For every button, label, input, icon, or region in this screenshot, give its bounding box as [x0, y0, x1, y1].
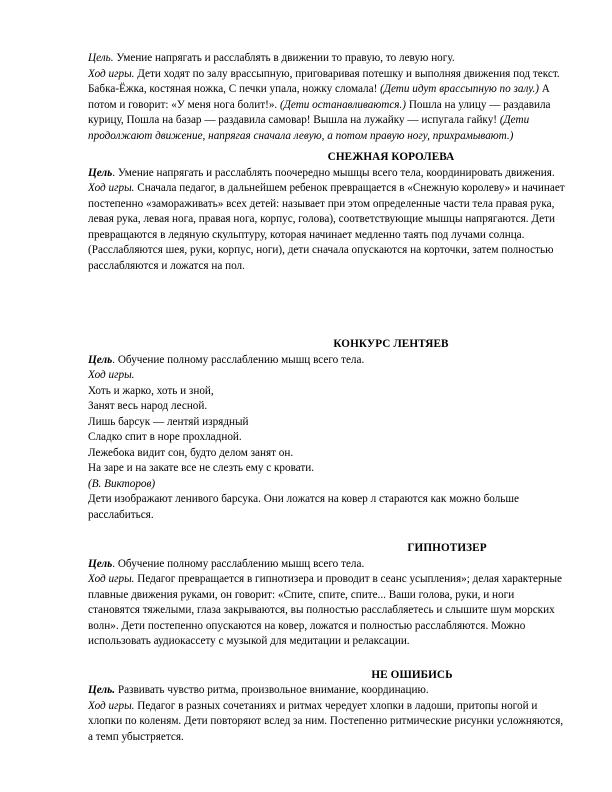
goal-paragraph: [88, 683, 566, 699]
game-note-2: (Дети останавливаются.): [280, 98, 407, 111]
game-label: Ход игры.: [88, 699, 135, 712]
game-note-1: (Дети идут врассыпную по залу.): [380, 83, 539, 95]
game-note-3: (Дети продолжают движение, напрягая сначала левую, а потом правую ногу, прихрамывают.): [88, 114, 530, 142]
goal-label: Цель: [88, 166, 113, 179]
game-text-2: А потом и говорит: «У меня нога болит!».: [88, 83, 550, 111]
poem-line: Лежебока видит сон, будто делом занят он.: [88, 446, 294, 459]
game-label: Ход игры.: [88, 573, 135, 585]
game-text: Педагог в разных сочетаниях и ритмах чередует хлопки в ладоши, притопы ногой и хлопки по коленям. Дети повторяют вслед за ним. Постепенно ритмические рисунки усложняются, а темп убыстряется.: [88, 699, 564, 743]
poem-line: Сладко спит в норе прохладной.: [88, 431, 242, 443]
goal-text: . Умение напрягать и расслаблять поочередно мышцы всего тела, координировать движения.: [112, 166, 555, 179]
poem: [88, 384, 566, 477]
section-hypnotist: [88, 541, 566, 650]
section-title: СНЕЖНАЯ КОРОЛЕВА: [327, 151, 455, 163]
goal-text: . Обучение полному расслаблению мышц всего тела.: [112, 353, 365, 366]
goal-text: Развивать чувство ритма, произвольное внимание, координацию.: [115, 684, 429, 696]
goal-text: Умение напрягать и расслаблять в движении то правую, то левую ногу.: [113, 52, 455, 64]
game-label: Ход игры.: [88, 67, 135, 80]
poem-line: Лишь барсук — лентяй изрядный: [88, 415, 249, 428]
section-title: НЕ ОШИБИСЬ: [371, 668, 453, 681]
poem-author: (В. Викторов): [88, 477, 156, 490]
poem-line: Занят весь народ лесной.: [88, 400, 208, 412]
section-title: КОНКУРС ЛЕНТЯЕВ: [333, 338, 449, 350]
section-lazy-contest: [88, 337, 566, 523]
game-text: Педагог превращается в гипнотизера и проводит в сеанс усыпления»; делая характерные плавные движения руками, он говорит: «Спите, спите, спите... Ваши голова, руки, и ноги становятся тяжелыми, глаза закрываются, вы полностью расслабляетесь и слышите шум морских волн». Дети постепенно опускаются на ковер, ложатся и полностью расслабляются. Можно использовать аудиокассету с музыкой для медитации и релаксации.: [88, 573, 563, 647]
goal-text: . Обучение полному расслаблению мышц всего тела.: [112, 557, 365, 570]
goal-paragraph: [88, 353, 566, 369]
game-paragraph: [88, 181, 566, 274]
goal-label: Цель.: [88, 684, 116, 696]
game-label: Ход игры.: [88, 369, 135, 381]
game-text: Сначала педагог, в дальнейшем ребенок превращается в «Снежную королеву» и начинает постепенно «замораживать» всех детей: называет при этом определенные части тела правая рука, левая рука, левая нога, правая нога, корпус, голова), соответствующие мышцы напрягаются. Дети превращаются в ледяную скульптуру, которая начинает медленно таять под лучами солнца. (Расслабляются шея, руки, корпус, ноги), дети сначала опускаются на корточки, затем полностью расслабляются и ложатся на пол.: [88, 182, 565, 272]
goal-label: Цель: [88, 557, 113, 570]
section-snow-queen: [88, 150, 566, 274]
goal-paragraph: [88, 51, 566, 67]
game-text-1: Дети ходят по залу врассыпную, приговаривая потешку и выполняя движения под текст. Бабка-Ёжка, костяная ножка, С печки упала, ножку сломала!: [88, 67, 560, 95]
game-paragraph: [88, 699, 566, 746]
section-intro: [88, 51, 566, 144]
goal-paragraph: [88, 166, 566, 182]
poem-line: Хоть и жарко, хоть и зной,: [88, 384, 214, 397]
poem-line: На заре и на закате все не слезть ему с кровати.: [88, 462, 315, 474]
section-no-mistake: [88, 668, 566, 746]
game-label: Ход игры.: [88, 182, 135, 194]
goal-label: Цель: [88, 353, 113, 366]
game-text-3: Пошла на улицу — раздавила курицу, Пошла на базар — раздавила самовар! Вышла на лужайку — испугала гайку!: [88, 98, 551, 126]
game-paragraph: [88, 67, 566, 145]
section-title: ГИПНОТИЗЕР: [407, 542, 487, 554]
goal-paragraph: [88, 557, 566, 573]
game-paragraph: [88, 572, 566, 650]
document-page: [88, 51, 566, 745]
goal-label: Цель.: [88, 52, 114, 64]
description-paragraph: Дети изображают ленивого барсука. Они ложатся на ковер л стараются как можно больше расслабиться.: [88, 493, 519, 521]
